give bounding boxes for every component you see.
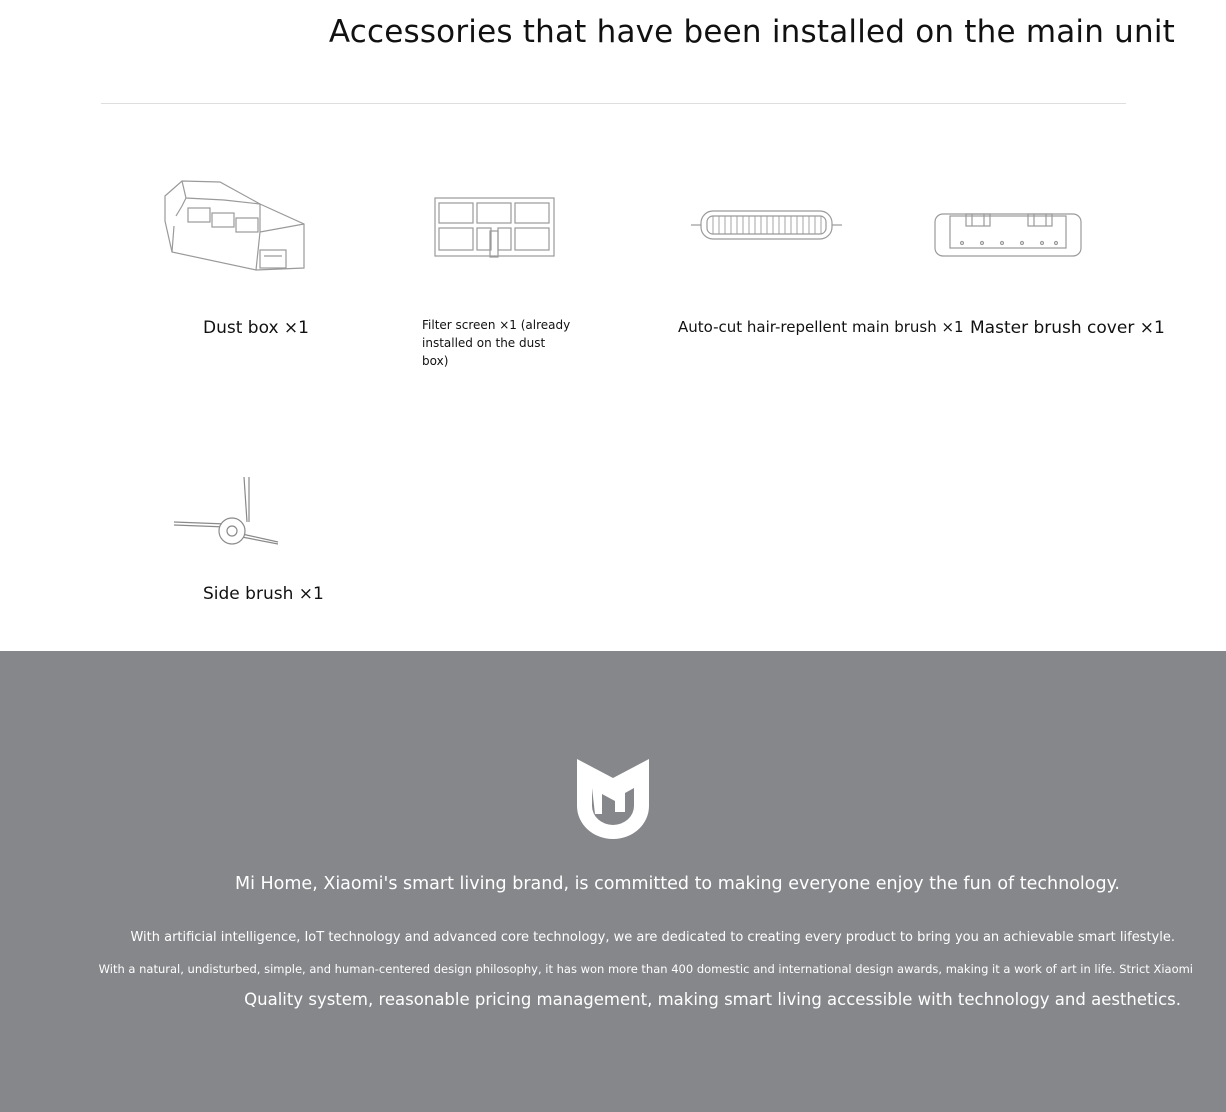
accessory-label: Filter screen ×1 (already installed on the dust box) bbox=[422, 318, 571, 368]
accessory-label: Dust box ×1 bbox=[203, 318, 309, 338]
brush-cover-icon bbox=[932, 210, 1084, 262]
divider bbox=[101, 103, 1126, 104]
main-brush-icon bbox=[689, 205, 844, 245]
brand-footer bbox=[0, 651, 1226, 1112]
brand-paragraph: With a natural, undisturbed, simple, and human-centered design philosophy, it has won more than 400 domestic and international design awards, making it a work of art in life. Strict Xiaomi bbox=[98, 962, 1193, 976]
brand-paragraph: With artificial intelligence, IoT technology and advanced core technology, we are dedicated to creating every product to bring you an achievable smart lifestyle. bbox=[130, 930, 1175, 945]
accessory-label: Auto-cut hair-repellent main brush ×1 bbox=[678, 318, 964, 336]
filter-screen-icon bbox=[432, 195, 557, 261]
dust-box-icon bbox=[160, 176, 310, 274]
side-brush-icon bbox=[170, 472, 282, 550]
mi-home-logo-icon bbox=[576, 758, 650, 840]
brand-paragraph: Quality system, reasonable pricing management, making smart living accessible with technology and aesthetics. bbox=[244, 990, 1181, 1009]
page-title: Accessories that have been installed on the main unit bbox=[328, 14, 1175, 50]
brand-slogan: Mi Home, Xiaomi's smart living brand, is committed to making everyone enjoy the fun of technology. bbox=[235, 874, 1120, 894]
accessory-label: Master brush cover ×1 bbox=[970, 318, 1165, 338]
accessory-label: Side brush ×1 bbox=[203, 584, 324, 604]
